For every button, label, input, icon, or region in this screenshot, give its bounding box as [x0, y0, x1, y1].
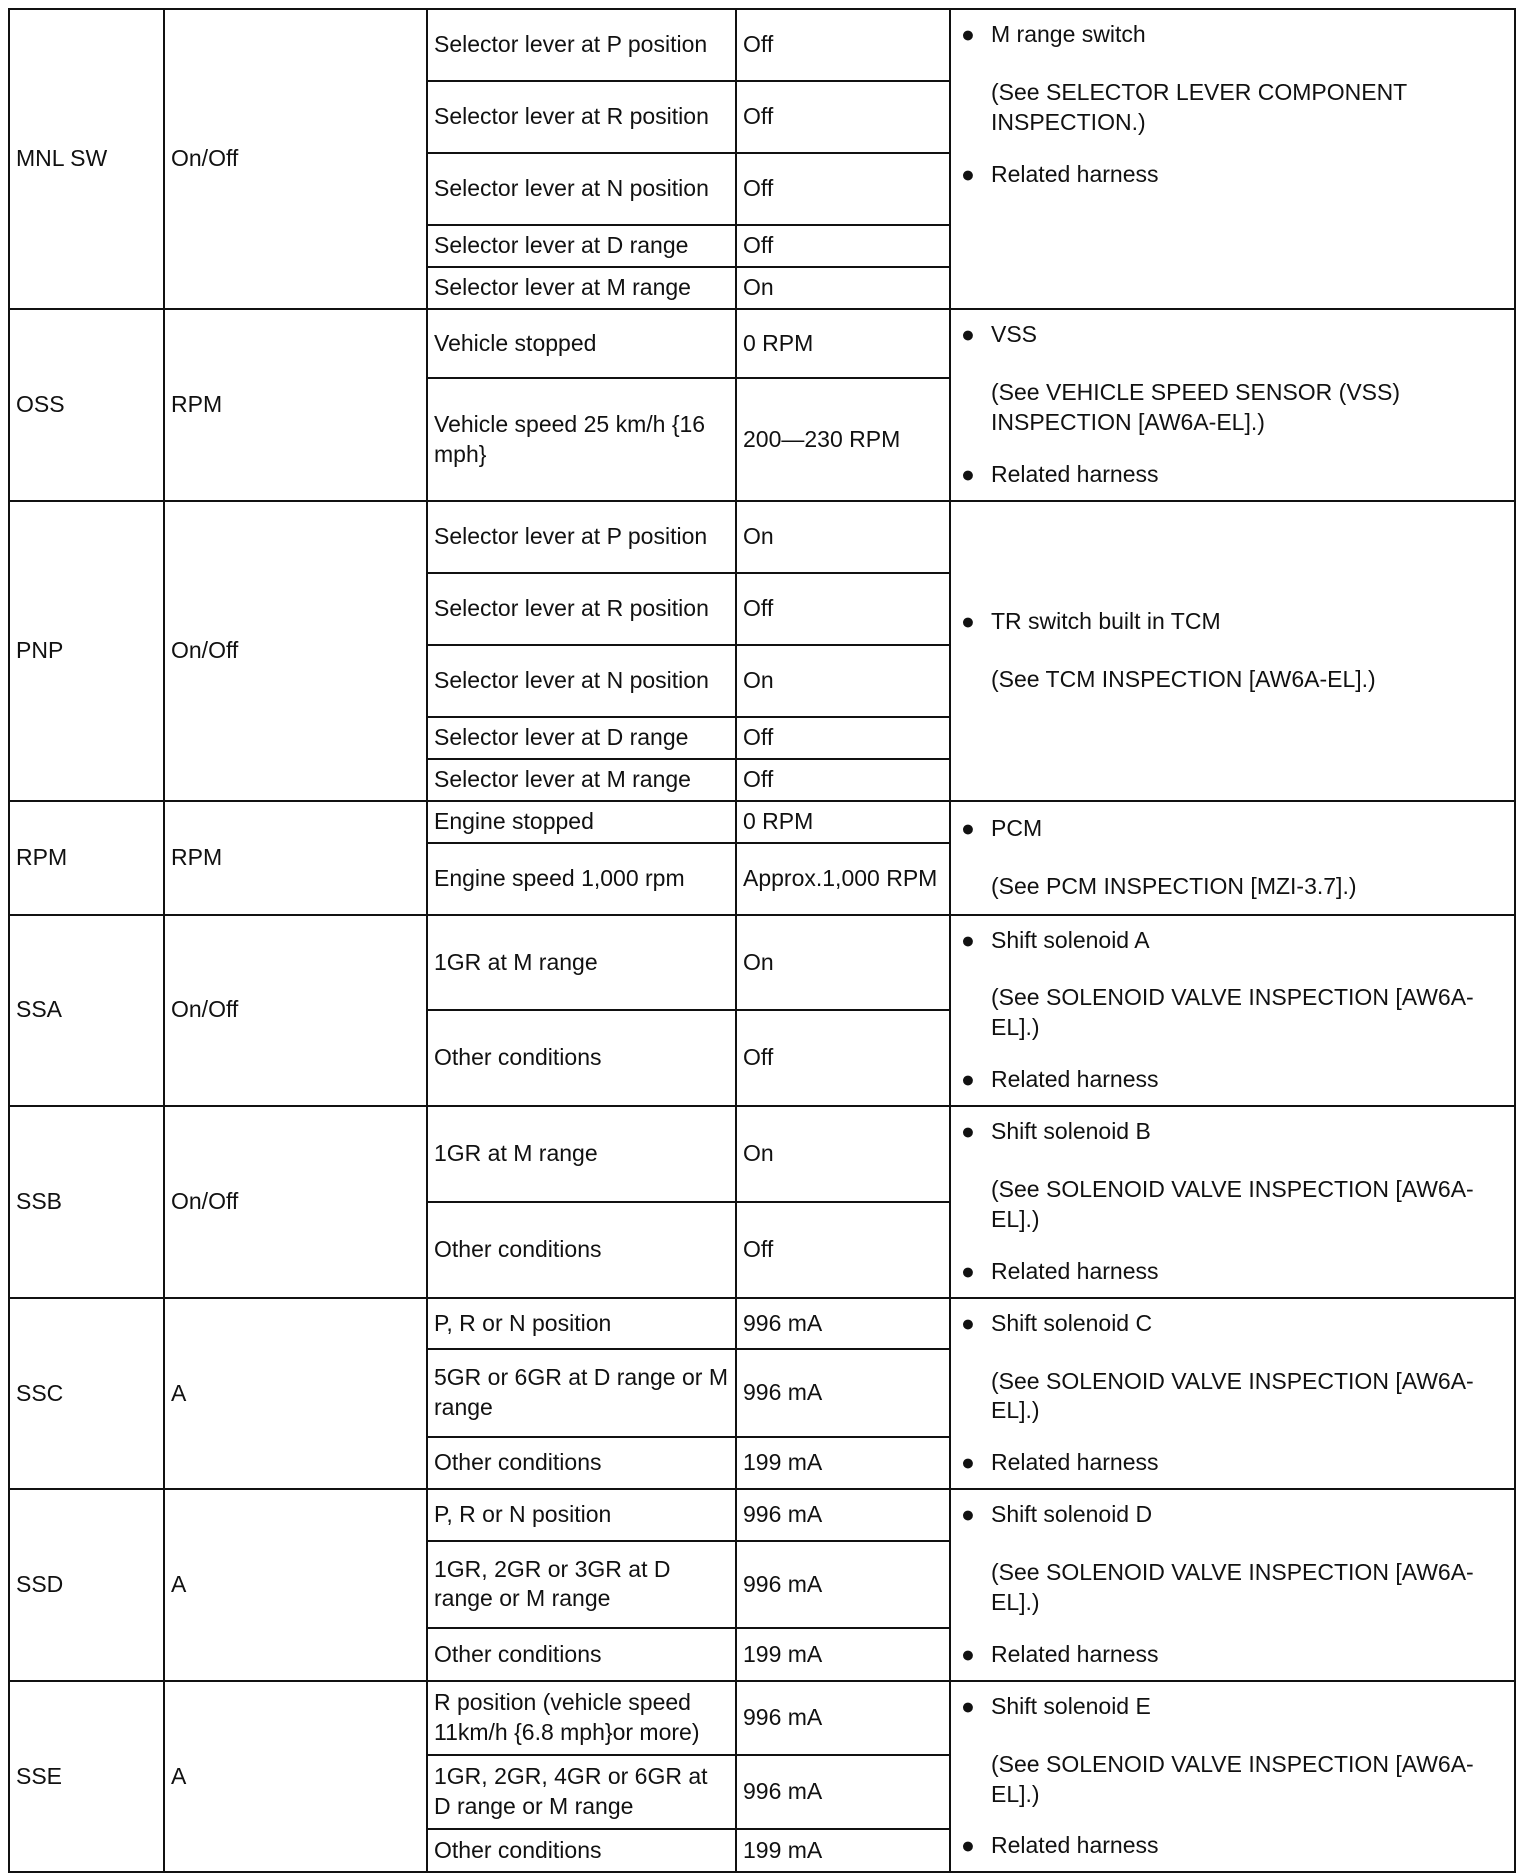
condition-cell: Selector lever at M range — [427, 759, 736, 801]
bullet-icon: ● — [961, 926, 975, 953]
bullet-icon: ● — [961, 321, 975, 347]
value-cell: 199 mA — [736, 1628, 950, 1681]
unit-cell: On/Off — [164, 501, 427, 801]
bullet-text: Related harness — [991, 460, 1159, 487]
reference-cell — [950, 1298, 1515, 1490]
bullet-icon: ● — [961, 1449, 975, 1476]
value-cell: On — [736, 501, 950, 573]
value-cell: 200—230 RPM — [736, 378, 950, 500]
reference-cell — [950, 9, 1515, 309]
reference-cell — [950, 801, 1515, 915]
condition-cell: 1GR, 2GR, 4GR or 6GR at D range or M range — [427, 1755, 736, 1829]
value-cell: Off — [736, 225, 950, 267]
value-cell: 0 RPM — [736, 801, 950, 843]
inspection-reference-note: (See SOLENOID VALVE INSPECTION [AW6A-EL].) — [991, 1176, 1474, 1232]
value-cell: 996 mA — [736, 1298, 950, 1350]
bullet-text: TR switch built in TCM — [991, 607, 1221, 634]
value-cell: 199 mA — [736, 1437, 950, 1490]
unit-cell: On/Off — [164, 915, 427, 1107]
item-cell: SSC — [9, 1298, 164, 1490]
value-cell: 996 mA — [736, 1755, 950, 1829]
condition-cell: Selector lever at D range — [427, 717, 736, 759]
bullet-text: Related harness — [991, 1449, 1159, 1476]
bullet-icon: ● — [961, 607, 975, 634]
bullet-text: Shift solenoid E — [991, 1692, 1151, 1719]
condition-cell: Vehicle speed 25 km/h {16 mph} — [427, 378, 736, 500]
item-cell: PNP — [9, 501, 164, 801]
condition-cell: P, R or N position — [427, 1298, 736, 1350]
bullet-icon: ● — [961, 1501, 975, 1528]
table-row — [9, 309, 1515, 378]
inspection-reference-note: (See VEHICLE SPEED SENSOR (VSS) INSPECTION [AW6A-EL].) — [991, 378, 1401, 435]
item-cell: SSE — [9, 1681, 164, 1873]
inspection-reference-note: (See SELECTOR LEVER COMPONENT INSPECTION.) — [991, 78, 1407, 135]
bullet-item — [961, 926, 1502, 956]
value-cell: 996 mA — [736, 1541, 950, 1628]
reference-cell — [950, 1106, 1515, 1298]
table-row — [9, 1106, 1515, 1202]
bullet-text: Shift solenoid C — [991, 1309, 1153, 1336]
table-row — [9, 501, 1515, 573]
table-row — [9, 1298, 1515, 1350]
value-cell: On — [736, 645, 950, 717]
bullet-text: M range switch — [991, 21, 1146, 47]
table-row — [9, 801, 1515, 843]
bullet-text: PCM — [991, 814, 1043, 841]
bullet-item — [961, 460, 1502, 490]
condition-cell: Selector lever at D range — [427, 225, 736, 267]
bullet-icon: ● — [961, 1309, 975, 1336]
condition-cell: Selector lever at N position — [427, 645, 736, 717]
bullet-icon: ● — [961, 814, 975, 841]
bullet-text: Related harness — [991, 1640, 1159, 1667]
unit-cell: RPM — [164, 801, 427, 915]
condition-cell: Engine speed 1,000 rpm — [427, 843, 736, 915]
value-cell: 0 RPM — [736, 309, 950, 378]
bullet-text: VSS — [991, 321, 1038, 347]
inspection-reference-note: (See TCM INSPECTION [AW6A-EL].) — [991, 665, 1376, 692]
bullet-item — [961, 20, 1502, 50]
value-cell: 199 mA — [736, 1829, 950, 1872]
condition-cell: Selector lever at R position — [427, 573, 736, 645]
value-cell: On — [736, 915, 950, 1011]
value-cell: Off — [736, 9, 950, 81]
value-cell: 996 mA — [736, 1349, 950, 1436]
inspection-reference-note: (See SOLENOID VALVE INSPECTION [AW6A-EL].) — [991, 1750, 1474, 1807]
bullet-icon: ● — [961, 160, 975, 187]
reference-cell — [950, 1489, 1515, 1681]
bullet-item — [961, 1831, 1502, 1861]
bullet-text: Related harness — [991, 160, 1159, 187]
condition-cell: 1GR, 2GR or 3GR at D range or M range — [427, 1541, 736, 1628]
bullet-icon: ● — [961, 1066, 975, 1093]
inspection-reference-note: (See SOLENOID VALVE INSPECTION [AW6A-EL].) — [991, 1559, 1474, 1616]
value-cell: Off — [736, 759, 950, 801]
bullet-item — [961, 1309, 1502, 1339]
table-row — [9, 9, 1515, 81]
condition-cell: 1GR at M range — [427, 915, 736, 1011]
bullet-item — [961, 607, 1502, 637]
bullet-item — [961, 160, 1502, 190]
value-cell: Off — [736, 573, 950, 645]
item-cell: SSB — [9, 1106, 164, 1298]
condition-cell: Selector lever at M range — [427, 267, 736, 309]
reference-cell — [950, 501, 1515, 801]
bullet-icon: ● — [961, 1640, 975, 1667]
bullet-text: Shift solenoid D — [991, 1501, 1153, 1528]
inspection-reference-note: (See SOLENOID VALVE INSPECTION [AW6A-EL].) — [991, 984, 1474, 1041]
bullet-text: Related harness — [991, 1066, 1159, 1093]
condition-cell: Selector lever at N position — [427, 153, 736, 225]
condition-cell: Selector lever at P position — [427, 501, 736, 573]
reference-cell — [950, 1681, 1515, 1873]
unit-cell: On/Off — [164, 9, 427, 309]
reference-cell — [950, 915, 1515, 1107]
unit-cell: A — [164, 1681, 427, 1873]
condition-cell: Other conditions — [427, 1437, 736, 1490]
bullet-text: Shift solenoid B — [991, 1118, 1151, 1145]
condition-cell: Other conditions — [427, 1628, 736, 1681]
bullet-item — [961, 1448, 1502, 1478]
bullet-item — [961, 320, 1502, 350]
value-cell: On — [736, 1106, 950, 1202]
value-cell: Off — [736, 81, 950, 153]
condition-cell: Selector lever at R position — [427, 81, 736, 153]
bullet-text: Related harness — [991, 1257, 1159, 1284]
item-cell: SSD — [9, 1489, 164, 1681]
bullet-item — [961, 1065, 1502, 1095]
condition-cell: R position (vehicle speed 11km/h {6.8 mph}or more) — [427, 1681, 736, 1755]
unit-cell: On/Off — [164, 1106, 427, 1298]
table-row — [9, 1681, 1515, 1755]
table-row — [9, 1489, 1515, 1541]
bullet-item — [961, 1117, 1502, 1147]
item-cell: SSA — [9, 915, 164, 1107]
bullet-item — [961, 1500, 1502, 1530]
bullet-icon: ● — [961, 1118, 975, 1145]
value-cell: 996 mA — [736, 1681, 950, 1755]
condition-cell: Other conditions — [427, 1829, 736, 1872]
condition-cell: Selector lever at P position — [427, 9, 736, 81]
bullet-icon: ● — [961, 1692, 975, 1719]
item-cell: OSS — [9, 309, 164, 501]
reference-cell — [950, 309, 1515, 501]
inspection-reference-note: (See PCM INSPECTION [MZI-3.7].) — [991, 872, 1357, 899]
bullet-item — [961, 1640, 1502, 1670]
inspection-table — [8, 8, 1516, 1873]
unit-cell: A — [164, 1298, 427, 1490]
bullet-text: Related harness — [991, 1832, 1159, 1859]
condition-cell: Engine stopped — [427, 801, 736, 843]
value-cell: Off — [736, 1010, 950, 1106]
bullet-icon: ● — [961, 1832, 975, 1859]
inspection-reference-note: (See SOLENOID VALVE INSPECTION [AW6A-EL].) — [991, 1367, 1474, 1424]
item-cell: MNL SW — [9, 9, 164, 309]
unit-cell: RPM — [164, 309, 427, 501]
value-cell: Off — [736, 1202, 950, 1298]
unit-cell: A — [164, 1489, 427, 1681]
bullet-item — [961, 814, 1502, 844]
value-cell: 996 mA — [736, 1489, 950, 1541]
condition-cell: Vehicle stopped — [427, 309, 736, 378]
bullet-item — [961, 1257, 1502, 1287]
value-cell: Off — [736, 717, 950, 759]
table-row — [9, 915, 1515, 1011]
value-cell: Off — [736, 153, 950, 225]
bullet-text: Shift solenoid A — [991, 926, 1150, 953]
bullet-icon: ● — [961, 21, 975, 47]
condition-cell: 5GR or 6GR at D range or M range — [427, 1349, 736, 1436]
value-cell: On — [736, 267, 950, 309]
condition-cell: 1GR at M range — [427, 1106, 736, 1202]
condition-cell: Other conditions — [427, 1010, 736, 1106]
value-cell: Approx.1,000 RPM — [736, 843, 950, 915]
condition-cell: P, R or N position — [427, 1489, 736, 1541]
bullet-item — [961, 1692, 1502, 1722]
condition-cell: Other conditions — [427, 1202, 736, 1298]
bullet-icon: ● — [961, 1257, 975, 1284]
item-cell: RPM — [9, 801, 164, 915]
bullet-icon: ● — [961, 460, 975, 487]
